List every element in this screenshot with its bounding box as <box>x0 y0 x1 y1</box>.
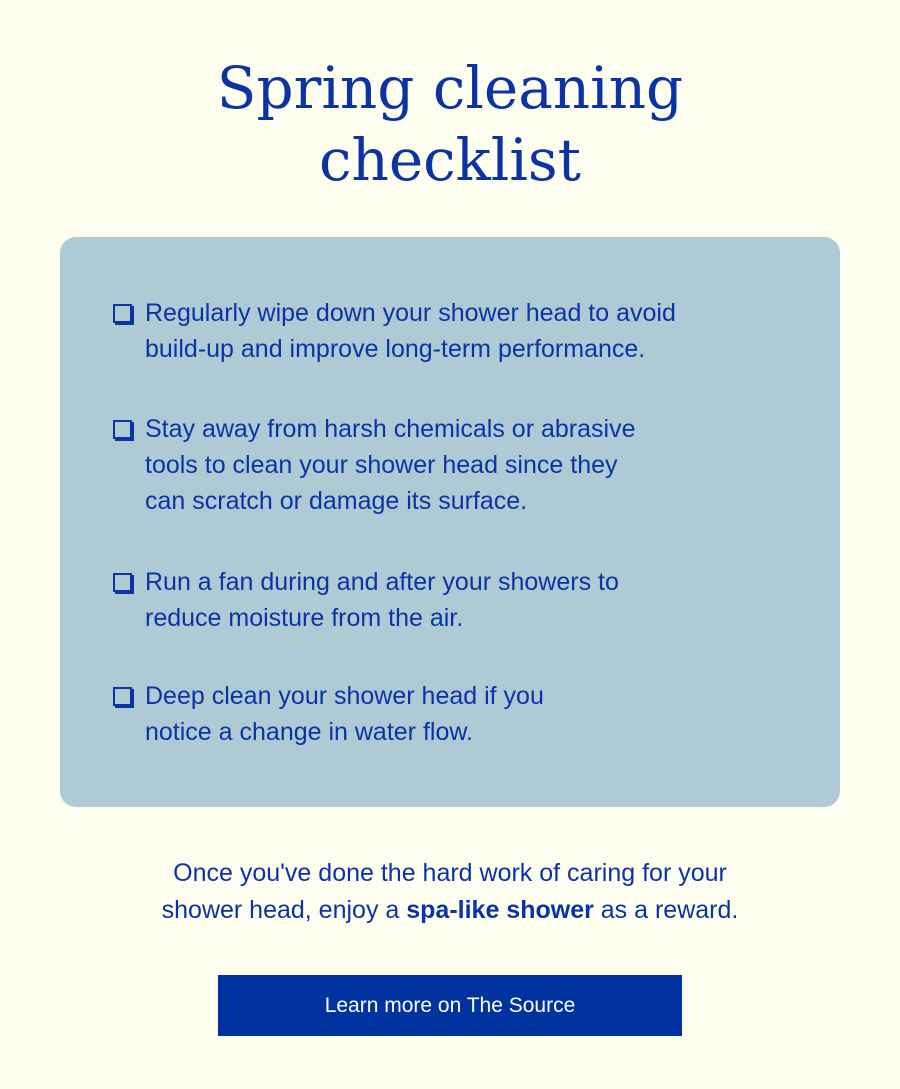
outro-line-2-end: as a reward. <box>593 896 739 924</box>
checkbox-icon[interactable] <box>113 573 132 592</box>
checklist-item-text: Run a fan during and after your showers to reduce moisture from the air. <box>145 568 619 632</box>
checkbox-icon[interactable] <box>113 304 132 323</box>
checkbox-icon[interactable] <box>113 687 132 706</box>
spa-like-shower-link[interactable]: spa-like shower <box>406 896 594 924</box>
outro-line-2-start: shower head, enjoy a <box>161 896 407 924</box>
page-title <box>0 52 900 196</box>
title-line-1: Spring cleaning <box>216 54 684 122</box>
checklist-item-text: Deep clean your shower head if you notice a change in water flow. <box>145 682 544 746</box>
outro-text <box>0 855 900 929</box>
learn-more-button[interactable]: Learn more on The Source <box>218 975 682 1036</box>
title-line-2: checklist <box>319 126 581 194</box>
checkbox-icon[interactable] <box>113 420 132 439</box>
outro-line-1: Once you've done the hard work of caring for your <box>173 859 727 887</box>
checklist-item-text: Stay away from harsh chemicals or abrasive tools to clean your shower head since they can scratch or damage its surface. <box>145 415 636 515</box>
checklist-item-text: Regularly wipe down your shower head to avoid build-up and improve long-term performance. <box>145 299 676 363</box>
